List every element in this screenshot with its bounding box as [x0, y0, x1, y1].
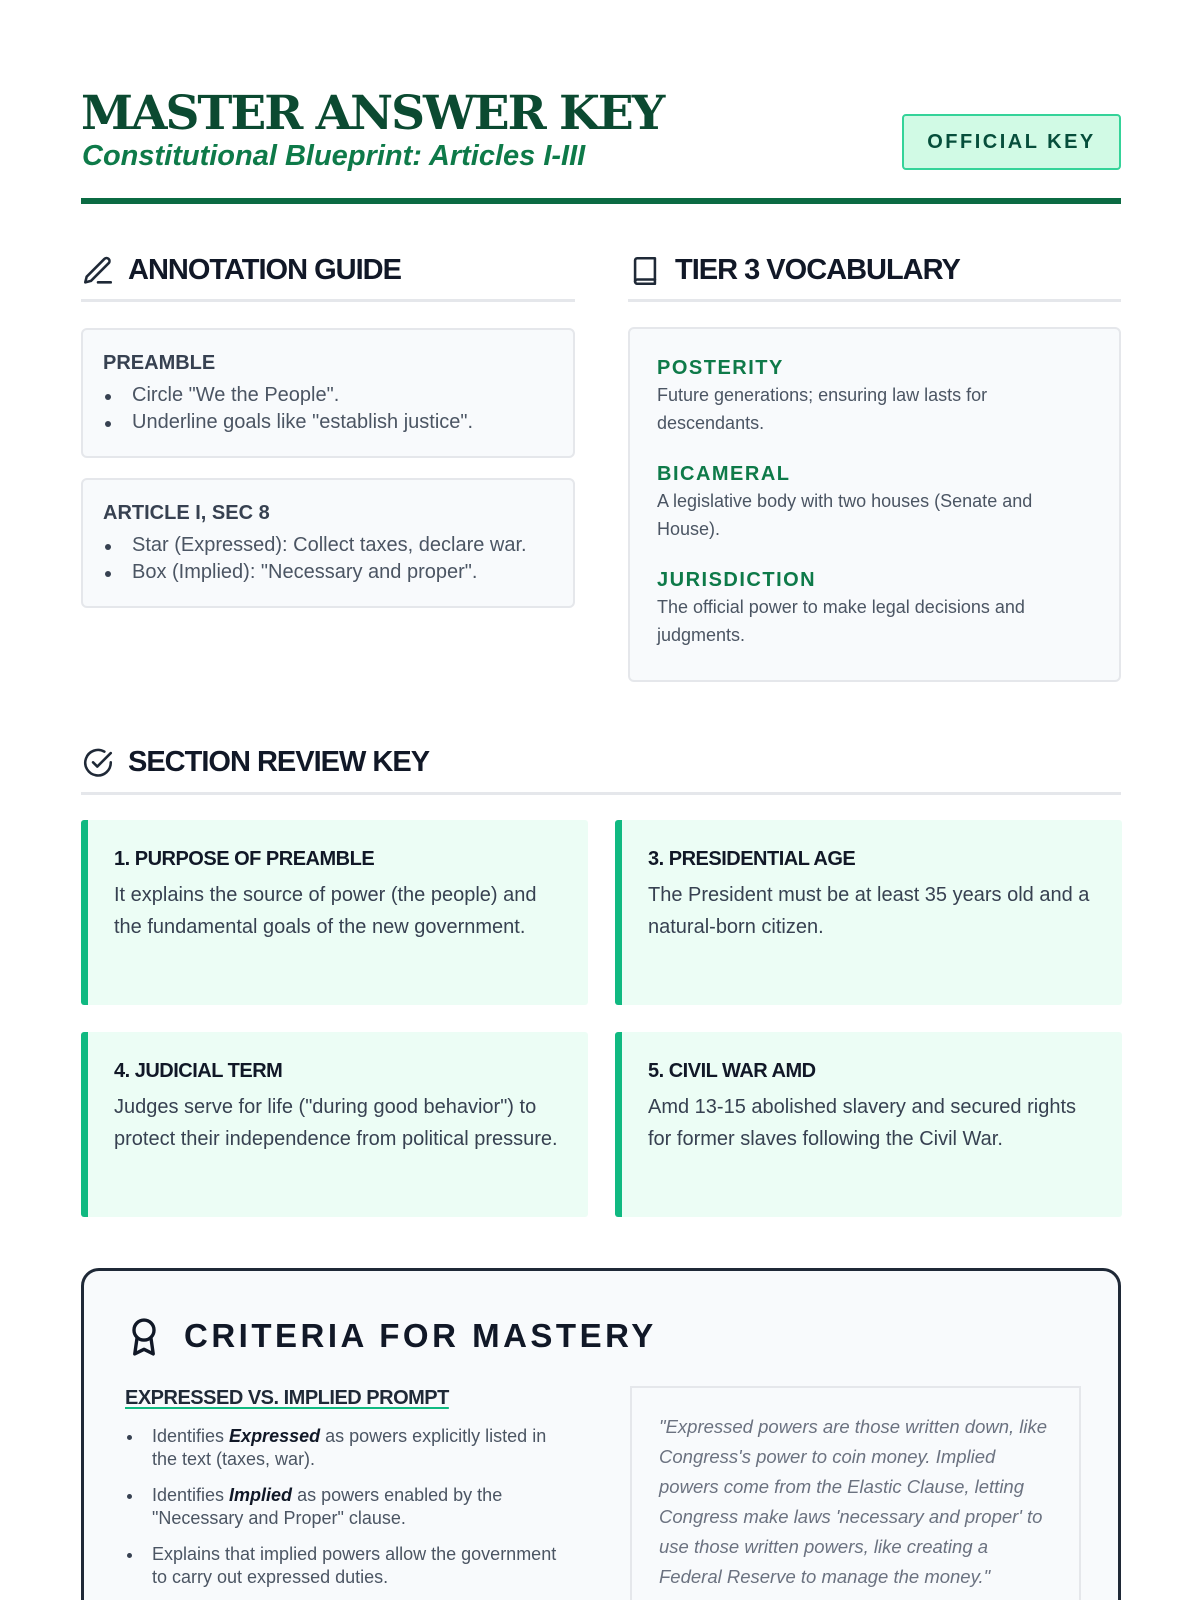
criteria-emphasis: Implied	[229, 1485, 293, 1505]
vocab-term	[657, 355, 1093, 437]
review-card	[615, 820, 1122, 1005]
annotation-card-title: ARTICLE I, SEC 8	[103, 502, 270, 524]
review-card	[81, 1032, 588, 1217]
review-card-text: The President must be at least 35 years old and a natural-born citizen.	[648, 884, 1090, 938]
award-icon	[128, 1317, 160, 1357]
term-name: BICAMERAL	[657, 463, 791, 485]
criteria-item	[125, 1543, 575, 1589]
annotation-item: Box (Implied): "Necessary and proper".	[103, 559, 553, 586]
annotation-list	[103, 532, 553, 586]
pen-icon	[81, 254, 115, 288]
review-card-text: Amd 13-15 abolished slavery and secured rights for former slaves following the Civil War.	[648, 1096, 1077, 1150]
term-definition: Future generations; ensuring law lasts for descendants.	[657, 385, 988, 433]
review-heading	[81, 742, 1121, 795]
review-card	[81, 820, 588, 1005]
mastery-criteria-box	[81, 1268, 1121, 1600]
term-name: JURISDICTION	[657, 569, 817, 591]
prompt-title: EXPRESSED VS. IMPLIED PROMPT	[125, 1387, 449, 1409]
answer-key-page	[81, 0, 1121, 1600]
book-icon	[628, 254, 662, 288]
criteria-text: Explains that implied powers allow the government to carry out expressed duties.	[152, 1544, 557, 1587]
page-subtitle: Constitutional Blueprint: Articles I-III	[82, 140, 586, 172]
vocabulary-card	[628, 327, 1121, 682]
review-card-title: 4. JUDICIAL TERM	[114, 1060, 283, 1082]
criteria-item	[125, 1484, 575, 1530]
review-card-title: 3. PRESIDENTIAL AGE	[648, 848, 856, 870]
review-title: SECTION REVIEW KEY	[128, 746, 430, 778]
annotation-item: Underline goals like "establish justice".	[103, 409, 553, 436]
vocab-term	[657, 461, 1093, 543]
annotation-item: Circle "We the People".	[103, 382, 553, 409]
header-divider	[81, 198, 1121, 204]
criteria-list	[125, 1425, 575, 1600]
review-card-title: 5. CIVIL WAR AMD	[648, 1060, 816, 1082]
vocabulary-title: TIER 3 VOCABULARY	[675, 254, 960, 286]
vocab-term	[657, 567, 1093, 649]
annotation-item: Star (Expressed): Collect taxes, declare war.	[103, 532, 553, 559]
review-card	[615, 1032, 1122, 1217]
criteria-emphasis: Expressed	[229, 1426, 321, 1446]
annotation-card-title: PREAMBLE	[103, 352, 216, 374]
review-card-title: 1. PURPOSE OF PREAMBLE	[114, 848, 375, 870]
review-card-text: It explains the source of power (the people) and the fundamental goals of the new government.	[114, 884, 537, 938]
criteria-text: Identifies	[152, 1485, 230, 1505]
annotation-card-preamble	[81, 328, 575, 458]
header	[81, 86, 1121, 204]
official-key-badge: OFFICIAL KEY	[902, 114, 1121, 170]
term-definition: A legislative body with two houses (Senate and House).	[657, 491, 1033, 539]
criteria-item	[125, 1425, 575, 1471]
exemplar-answer: "Expressed powers are those written down, like Congress's power to coin money. Implied powers come from the Elastic Clause, letting Congress make laws 'necessary and proper' to use those written powers, like creating a Federal Reserve to manage the money."	[630, 1386, 1081, 1600]
check-circle-icon	[81, 746, 115, 780]
review-card-text: Judges serve for life ("during good behavior") to protect their independence from political pressure.	[114, 1096, 558, 1150]
criteria-text: as powers explicitly listed in the text (taxes, war).	[152, 1426, 547, 1469]
mastery-title: CRITERIA FOR MASTERY	[184, 1317, 657, 1354]
annotation-guide-heading	[81, 250, 575, 302]
annotation-list	[103, 382, 553, 436]
page-title: MASTER ANSWER KEY	[81, 86, 664, 141]
annotation-guide-title: ANNOTATION GUIDE	[128, 254, 401, 286]
term-name: POSTERITY	[657, 357, 784, 379]
term-definition: The official power to make legal decisions and judgments.	[657, 597, 1025, 645]
annotation-card-article-i	[81, 478, 575, 608]
criteria-text: Identifies	[152, 1426, 230, 1446]
vocabulary-heading	[628, 250, 1121, 302]
criteria-text: as powers enabled by the "Necessary and Proper" clause.	[152, 1485, 503, 1528]
